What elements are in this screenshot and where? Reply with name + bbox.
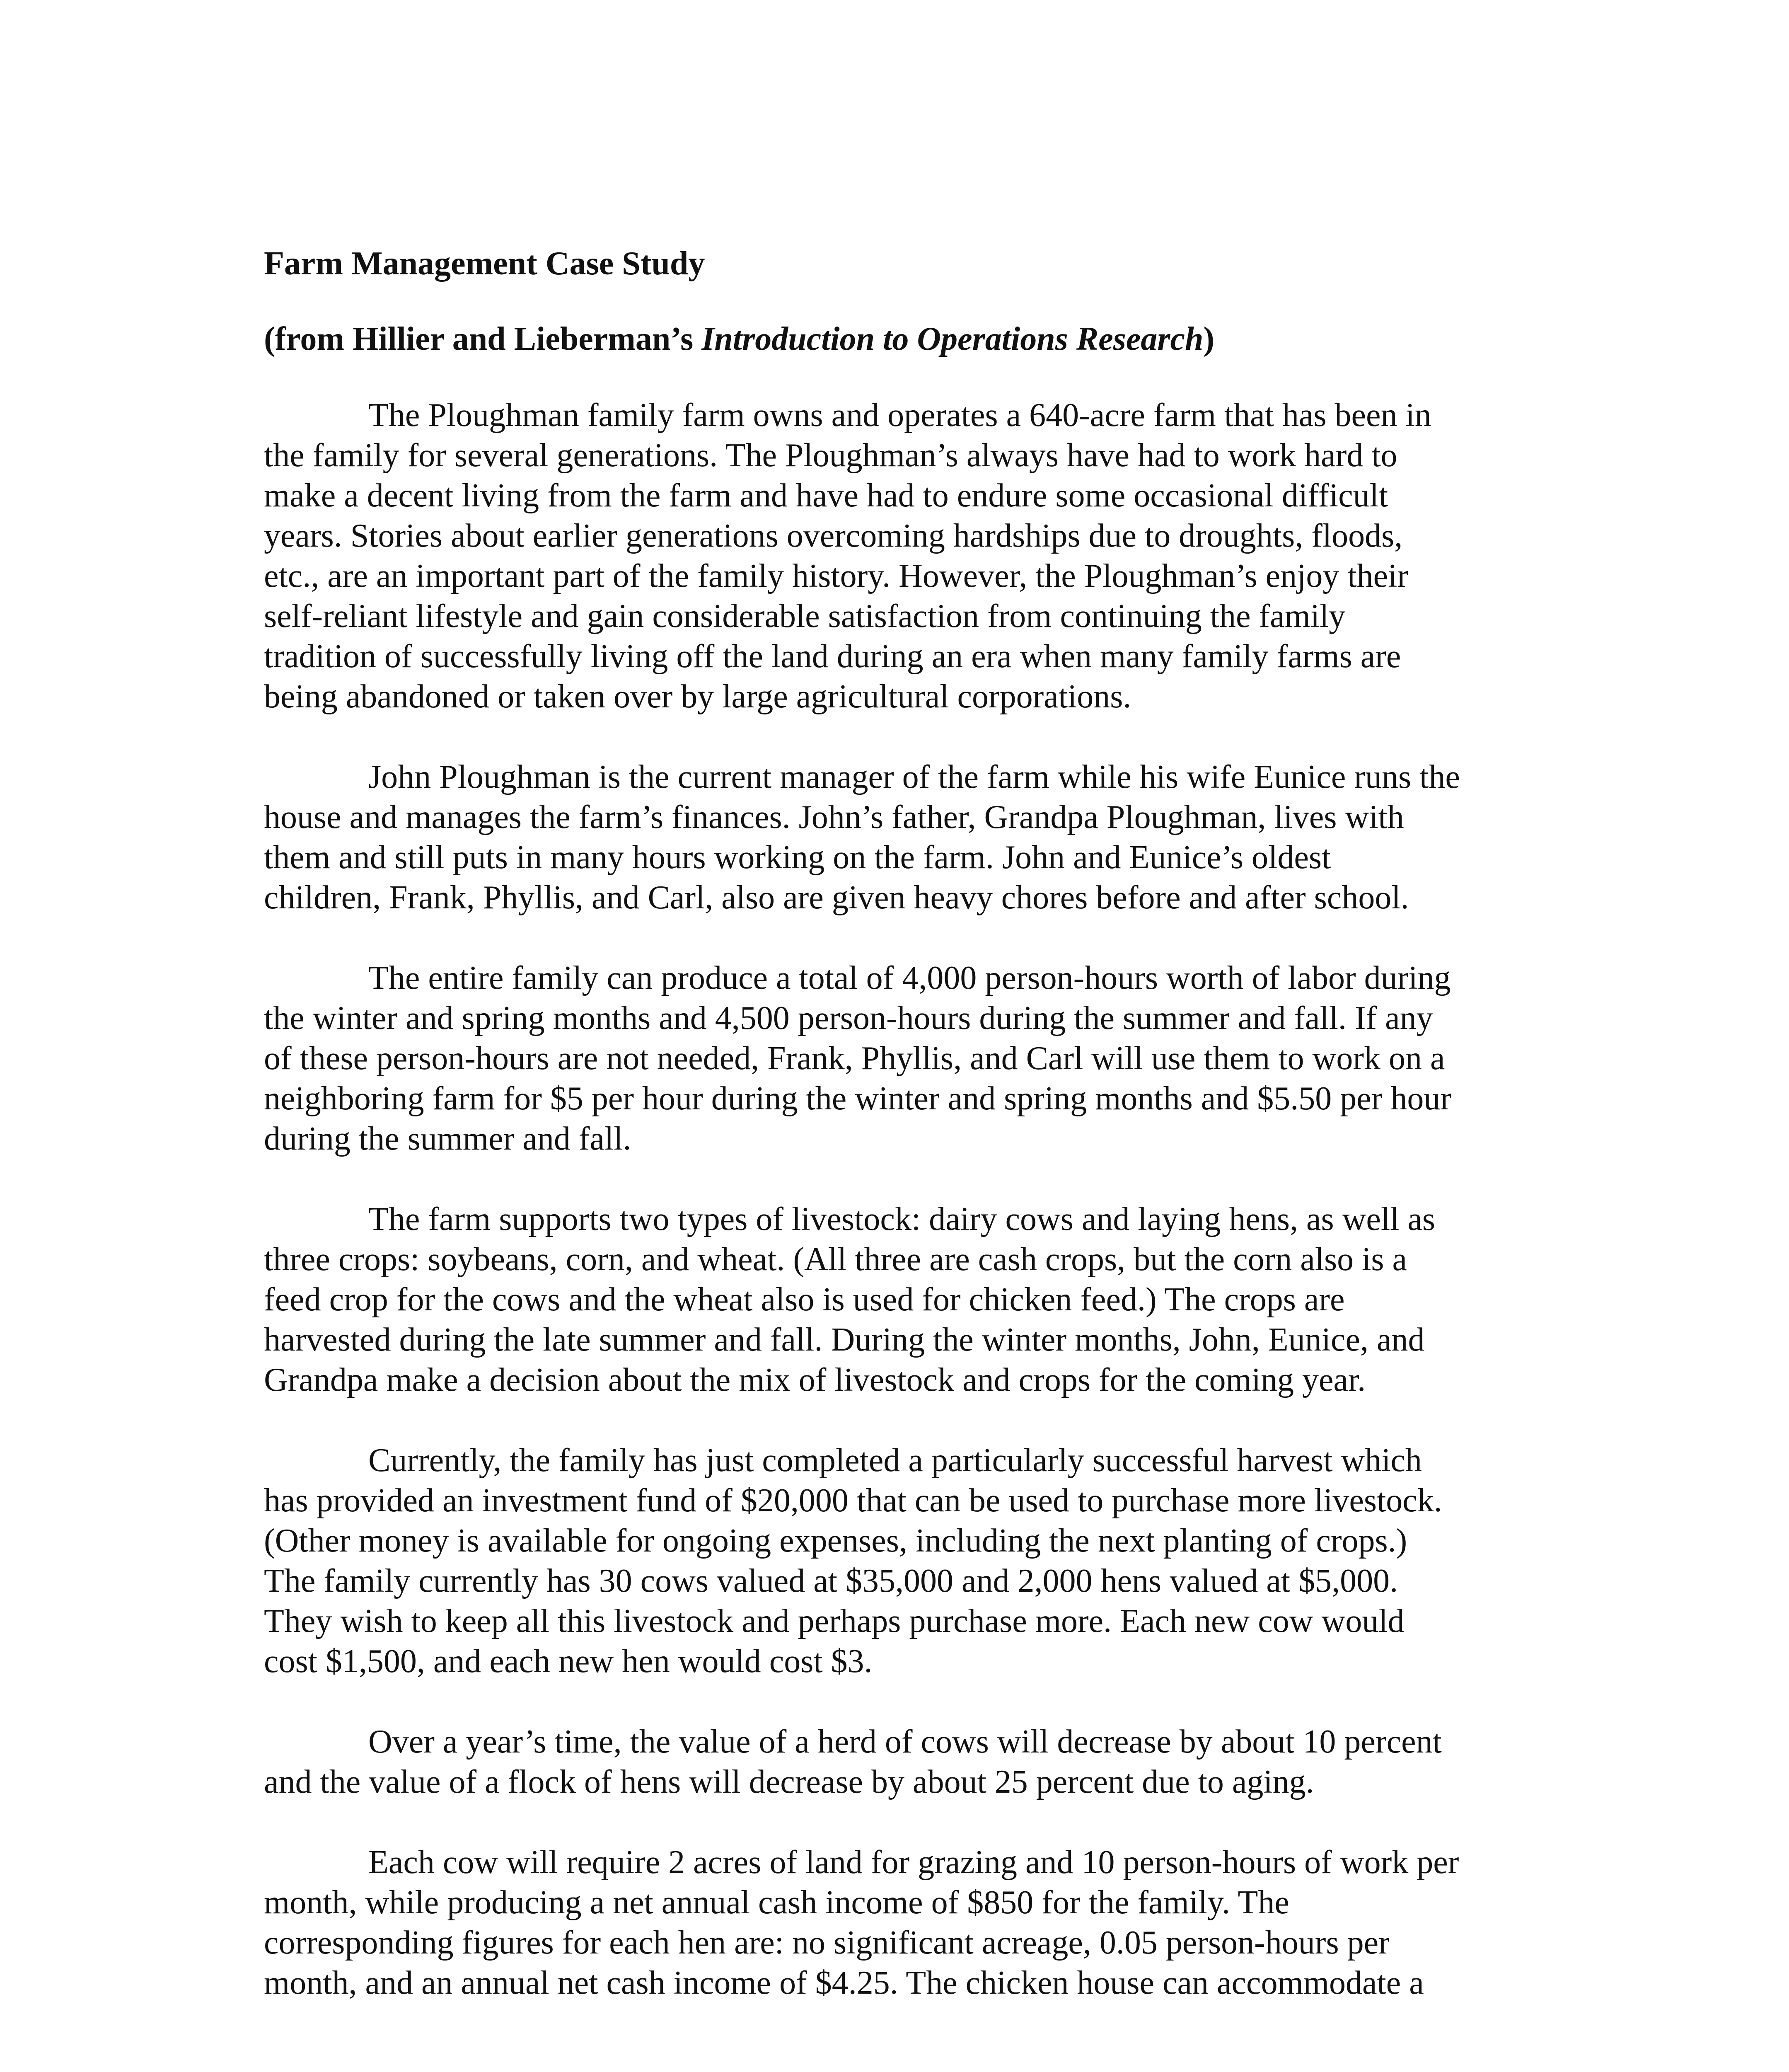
text-line: month, while producing a net annual cash income of $850 for the family. The — [264, 1884, 1289, 1921]
document-body — [264, 244, 1532, 2043]
text-line: tradition of successfully living off the land during an era when many family farms are — [264, 638, 1401, 675]
text-line: children, Frank, Phyllis, and Carl, also are given heavy chores before and after school. — [264, 879, 1409, 916]
text-line: them and still puts in many hours working on the farm. John and Eunice’s oldest — [264, 839, 1331, 876]
paragraph-depreciation — [264, 1722, 1532, 1802]
text-line: Grandpa make a decision about the mix of livestock and crops for the coming year. — [264, 1362, 1366, 1398]
text-line: etc., are an important part of the family history. However, the Ploughman’s enjoy their — [264, 558, 1408, 594]
text-line: harvested during the late summer and fall. During the winter months, John, Eunice, and — [264, 1322, 1425, 1358]
text-line: corresponding figures for each hen are: no significant acreage, 0.05 person-hours per — [264, 1924, 1390, 1961]
paragraph-labor-hours — [264, 958, 1532, 1159]
text-line: Currently, the family has just completed a particularly successful harvest which — [368, 1442, 1422, 1479]
paragraph-requirements — [264, 1842, 1532, 2003]
text-line: make a decent living from the farm and have had to endure some occasional difficult — [264, 477, 1388, 514]
text-line: neighboring farm for $5 per hour during the winter and spring months and $5.50 per hour — [264, 1080, 1452, 1117]
text-line: has provided an investment fund of $20,000 that can be used to purchase more livestock. — [264, 1482, 1442, 1519]
document-subtitle — [264, 319, 1532, 359]
text-line: The Ploughman family farm owns and operates a 640-acre farm that has been in — [368, 397, 1431, 433]
text-line: and the value of a flock of hens will decrease by about 25 percent due to aging. — [264, 1764, 1314, 1800]
paragraph-livestock-crops — [264, 1199, 1532, 1400]
text-line: years. Stories about earlier generations overcoming hardships due to droughts, floods, — [264, 518, 1403, 554]
text-line: John Ploughman is the current manager of the farm while his wife Eunice runs the — [368, 759, 1460, 795]
text-line: self-reliant lifestyle and gain considerable satisfaction from continuing the family — [264, 598, 1346, 634]
text-line: (Other money is available for ongoing expenses, including the next planting of crops.) — [264, 1523, 1407, 1559]
text-line: cost $1,500, and each new hen would cost $3. — [264, 1643, 873, 1680]
text-line: being abandoned or taken over by large agricultural corporations. — [264, 678, 1131, 715]
text-line: house and manages the farm’s finances. John’s father, Grandpa Ploughman, lives with — [264, 799, 1404, 835]
paragraph-farm-history — [264, 395, 1532, 717]
text-line: Each cow will require 2 acres of land for grazing and 10 person-hours of work per — [368, 1844, 1459, 1881]
text-line: feed crop for the cows and the wheat also is used for chicken feed.) The crops are — [264, 1281, 1345, 1318]
subtitle-prefix: (from Hillier and Lieberman’s — [264, 321, 702, 357]
text-line: the family for several generations. The Ploughman’s always have had to work hard to — [264, 437, 1397, 474]
text-line: the winter and spring months and 4,500 person-hours during the summer and fall. If any — [264, 1000, 1433, 1036]
paragraph-investment-fund — [264, 1440, 1532, 1682]
book-title: Introduction to Operations Research — [701, 321, 1204, 357]
text-line: The family currently has 30 cows valued at $35,000 and 2,000 hens valued at $5,000. — [264, 1563, 1398, 1599]
document-title: Farm Management Case Study — [264, 245, 705, 282]
paragraph-family-members — [264, 757, 1532, 918]
text-line: of these person-hours are not needed, Frank, Phyllis, and Carl will use them to work on a — [264, 1040, 1445, 1077]
text-line: The farm supports two types of livestock: dairy cows and laying hens, as well as — [368, 1201, 1435, 1237]
subtitle-suffix: ) — [1203, 321, 1215, 357]
text-line: Over a year’s time, the value of a herd of cows will decrease by about 10 percent — [368, 1723, 1442, 1760]
text-line: month, and an annual net cash income of $4.25. The chicken house can accommodate a — [264, 1965, 1424, 2001]
text-line: They wish to keep all this livestock and perhaps purchase more. Each new cow would — [264, 1603, 1405, 1639]
text-line: three crops: soybeans, corn, and wheat. (All three are cash crops, but the corn also is a — [264, 1241, 1407, 1278]
text-line: during the summer and fall. — [264, 1121, 631, 1157]
text-line: The entire family can produce a total of 4,000 person-hours worth of labor during — [368, 960, 1451, 996]
